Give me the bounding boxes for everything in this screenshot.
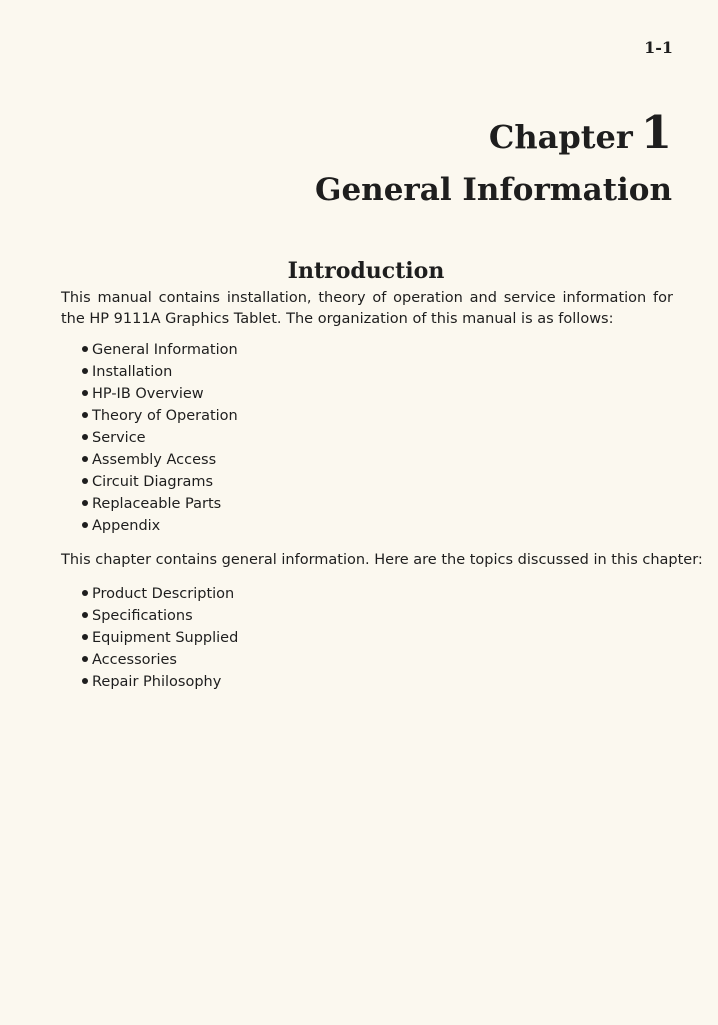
list-item [82, 605, 238, 627]
list-item-label: Installation [92, 364, 173, 380]
bullet-icon [82, 500, 88, 506]
list-item-label: Replaceable Parts [92, 496, 222, 512]
bullet-icon [82, 456, 88, 462]
manual-sections-list [82, 339, 238, 537]
list-item-label: Service [92, 430, 146, 446]
list-item [82, 361, 238, 383]
bullet-icon [82, 678, 88, 684]
list-item-label: Assembly Access [92, 452, 217, 468]
bullet-icon [82, 634, 88, 640]
list-item [82, 627, 238, 649]
list-item-label: Specifications [92, 608, 193, 624]
bullet-icon [82, 590, 88, 596]
list-item-label: Accessories [92, 652, 177, 668]
list-item-label: General Information [92, 342, 238, 358]
chapter-word: Chapter [488, 118, 633, 156]
list-item-label: Product Description [92, 586, 235, 602]
list-item [82, 471, 238, 493]
list-item [82, 339, 238, 361]
list-item-label: Repair Philosophy [92, 674, 222, 690]
list-item [82, 515, 238, 537]
bullet-icon [82, 478, 88, 484]
list-item-label: HP-IB Overview [92, 386, 204, 402]
section-heading-introduction: Introduction [287, 258, 445, 284]
introduction-paragraph: This manual contains installation, theory of operation and service information for the HP 9111A Graphics Tablet. The organization of this manual is as follows: [61, 290, 673, 327]
bullet-icon [82, 656, 88, 662]
bullet-icon [82, 522, 88, 528]
list-item-label: Appendix [92, 518, 161, 534]
bullet-icon [82, 368, 88, 374]
list-item [82, 427, 238, 449]
list-item [82, 449, 238, 471]
list-item [82, 671, 238, 693]
bullet-icon [82, 612, 88, 618]
bullet-icon [82, 434, 88, 440]
list-item-label: Theory of Operation [92, 408, 238, 424]
chapter-topics-paragraph: This chapter contains general information. Here are the topics discussed in this chapter: [61, 552, 703, 568]
list-item [82, 493, 238, 515]
list-item-label: Equipment Supplied [92, 630, 239, 646]
chapter-topics-list [82, 583, 238, 693]
page-number: 1-1 [644, 38, 673, 57]
list-item [82, 583, 238, 605]
list-item [82, 405, 238, 427]
bullet-icon [82, 346, 88, 352]
chapter-title: General Information [314, 172, 672, 208]
bullet-icon [82, 412, 88, 418]
list-item [82, 649, 238, 671]
list-item-label: Circuit Diagrams [92, 474, 214, 490]
list-item [82, 383, 238, 405]
chapter-heading [489, 106, 672, 159]
bullet-icon [82, 390, 88, 396]
chapter-number: 1 [640, 106, 672, 159]
